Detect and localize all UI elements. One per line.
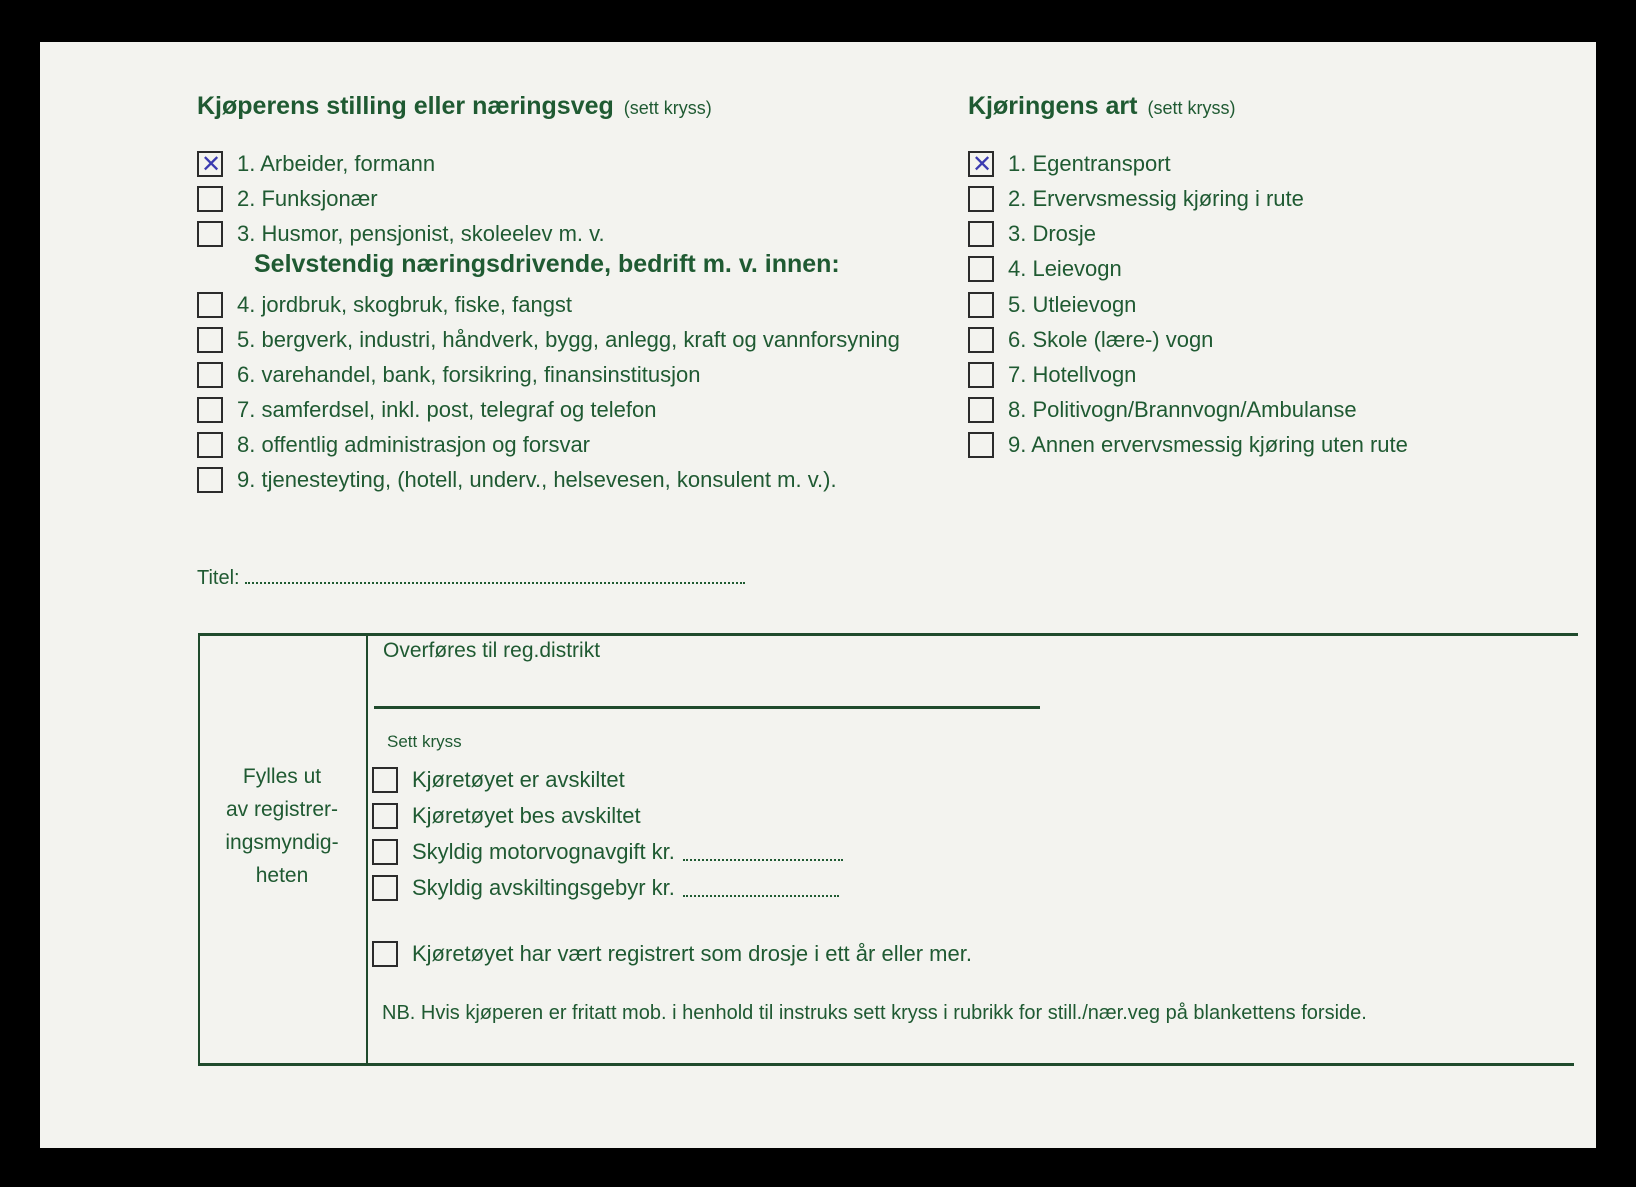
checkbox-checked[interactable] — [197, 151, 223, 177]
occupation-option-label: 6. varehandel, bank, forsikring, finansinstitusjon — [237, 362, 701, 387]
transfer-district-label: Overføres til reg.distrikt — [383, 639, 601, 662]
checkbox[interactable] — [372, 803, 398, 829]
frame-top-line — [198, 633, 1578, 636]
checkbox[interactable] — [197, 362, 223, 388]
driving-option-1[interactable] — [968, 148, 1171, 180]
titel-label: Titel: — [197, 567, 240, 589]
checkbox[interactable] — [372, 767, 398, 793]
checkbox[interactable] — [968, 397, 994, 423]
checkbox[interactable] — [968, 292, 994, 318]
driving-option-label: 5. Utleievogn — [1008, 292, 1137, 317]
transfer-underline — [374, 706, 1040, 709]
checkbox[interactable] — [968, 362, 994, 388]
buyer-occupation-heading — [197, 92, 712, 121]
occupation-option-label: 9. tjenesteyting, (hotell, underv., helsevesen, konsulent m. v.). — [237, 467, 837, 492]
checkbox[interactable] — [968, 256, 994, 282]
checkbox[interactable] — [372, 941, 398, 967]
occupation-option-label: 2. Funksjonær — [237, 186, 378, 211]
driving-option-label: 9. Annen ervervsmessig kjøring uten rute — [1008, 432, 1408, 457]
occupation-option-6[interactable] — [197, 359, 700, 391]
buyer-occupation-title: Kjøperens stilling eller næringsveg — [197, 92, 614, 120]
driving-option-label: 2. Ervervsmessig kjøring i rute — [1008, 186, 1304, 211]
buyer-occupation-hint: (sett kryss) — [623, 98, 712, 118]
check-label: Skyldig avskiltingsgebyr kr. — [412, 875, 675, 900]
driving-option-3[interactable] — [968, 218, 1096, 250]
check-label: Kjøretøyet bes avskiltet — [412, 803, 641, 828]
driving-option-8[interactable] — [968, 394, 1357, 426]
driving-option-4[interactable] — [968, 253, 1122, 285]
motor-tax-amount-line[interactable] — [683, 843, 843, 861]
occupation-option-7[interactable] — [197, 394, 656, 426]
driving-type-hint: (sett kryss) — [1147, 98, 1236, 118]
registry-label-line: av registrer- — [225, 798, 339, 821]
occupation-option-label: 5. bergverk, industri, håndverk, bygg, anlegg, kraft og vannforsyning — [237, 327, 900, 352]
titel-field[interactable] — [197, 566, 745, 590]
checkbox-checked[interactable] — [968, 151, 994, 177]
driving-option-label: 3. Drosje — [1008, 221, 1097, 246]
check-label: Skyldig motorvognavgift kr. — [412, 839, 675, 864]
occupation-option-1[interactable] — [197, 148, 435, 180]
registry-authority-label — [198, 760, 366, 892]
form-sheet — [40, 42, 1596, 1148]
occupation-option-8[interactable] — [197, 429, 590, 461]
driving-option-5[interactable] — [968, 289, 1136, 321]
checkbox[interactable] — [197, 467, 223, 493]
occupation-option-label: 1. Arbeider, formann — [237, 151, 436, 176]
driving-option-label: 8. Politivogn/Brannvogn/Ambulanse — [1008, 397, 1357, 422]
check-taxi-registered[interactable] — [372, 938, 972, 970]
checkbox[interactable] — [372, 875, 398, 901]
checkbox[interactable] — [372, 839, 398, 865]
occupation-option-9[interactable] — [197, 464, 837, 496]
checkbox[interactable] — [968, 432, 994, 458]
driving-option-label: 4. Leievogn — [1008, 256, 1122, 281]
check-owed-deregistration-fee[interactable] — [372, 872, 839, 904]
titel-dotted-line[interactable] — [245, 566, 745, 584]
check-label: Kjøretøyet er avskiltet — [412, 767, 625, 792]
driving-type-heading — [968, 92, 1235, 121]
registry-label-line: heten — [255, 864, 309, 887]
checkbox[interactable] — [968, 327, 994, 353]
checkbox[interactable] — [968, 221, 994, 247]
occupation-option-label: 3. Husmor, pensjonist, skoleelev m. v. — [237, 221, 605, 246]
checkbox[interactable] — [197, 186, 223, 212]
checkbox[interactable] — [197, 221, 223, 247]
check-owed-motor-tax[interactable] — [372, 836, 843, 868]
checkbox[interactable] — [197, 327, 223, 353]
occupation-option-label: 8. offentlig administrasjon og forsvar — [237, 432, 590, 457]
occupation-option-4[interactable] — [197, 289, 572, 321]
driving-option-label: 6. Skole (lære-) vogn — [1008, 327, 1214, 352]
frame-divider-line — [366, 633, 368, 1065]
self-employed-subheading: Selvstendig næringsdrivende, bedrift m. v. innen: — [254, 250, 840, 278]
deregistration-fee-amount-line[interactable] — [683, 879, 839, 897]
registry-label-line: Fylles ut — [242, 765, 322, 788]
occupation-option-label: 4. jordbruk, skogbruk, fiske, fangst — [237, 292, 573, 317]
frame-bottom-line — [198, 1063, 1574, 1066]
occupation-option-3[interactable] — [197, 218, 605, 250]
driving-option-label: 1. Egentransport — [1008, 151, 1171, 176]
driving-option-label: 7. Hotellvogn — [1008, 362, 1137, 387]
check-request-deregister[interactable] — [372, 800, 641, 832]
driving-option-9[interactable] — [968, 429, 1408, 461]
check-label: Kjøretøyet har vært registrert som drosje i ett år eller mer. — [412, 941, 972, 966]
occupation-option-5[interactable] — [197, 324, 900, 356]
nb-note: NB. Hvis kjøperen er fritatt mob. i henhold til instruks sett kryss i rubrikk for still./nær.veg på blankettens forside. — [382, 1002, 1367, 1024]
check-deregistered[interactable] — [372, 764, 625, 796]
occupation-option-2[interactable] — [197, 183, 378, 215]
checkbox[interactable] — [197, 432, 223, 458]
checkbox[interactable] — [968, 186, 994, 212]
driving-option-6[interactable] — [968, 324, 1213, 356]
checkbox[interactable] — [197, 397, 223, 423]
driving-option-2[interactable] — [968, 183, 1304, 215]
driving-type-title: Kjøringens art — [968, 92, 1138, 120]
occupation-option-label: 7. samferdsel, inkl. post, telegraf og telefon — [237, 397, 657, 422]
driving-option-7[interactable] — [968, 359, 1136, 391]
checkbox[interactable] — [197, 292, 223, 318]
registry-label-line: ingsmyndig- — [225, 831, 339, 854]
sett-kryss-label: Sett kryss — [387, 732, 462, 751]
